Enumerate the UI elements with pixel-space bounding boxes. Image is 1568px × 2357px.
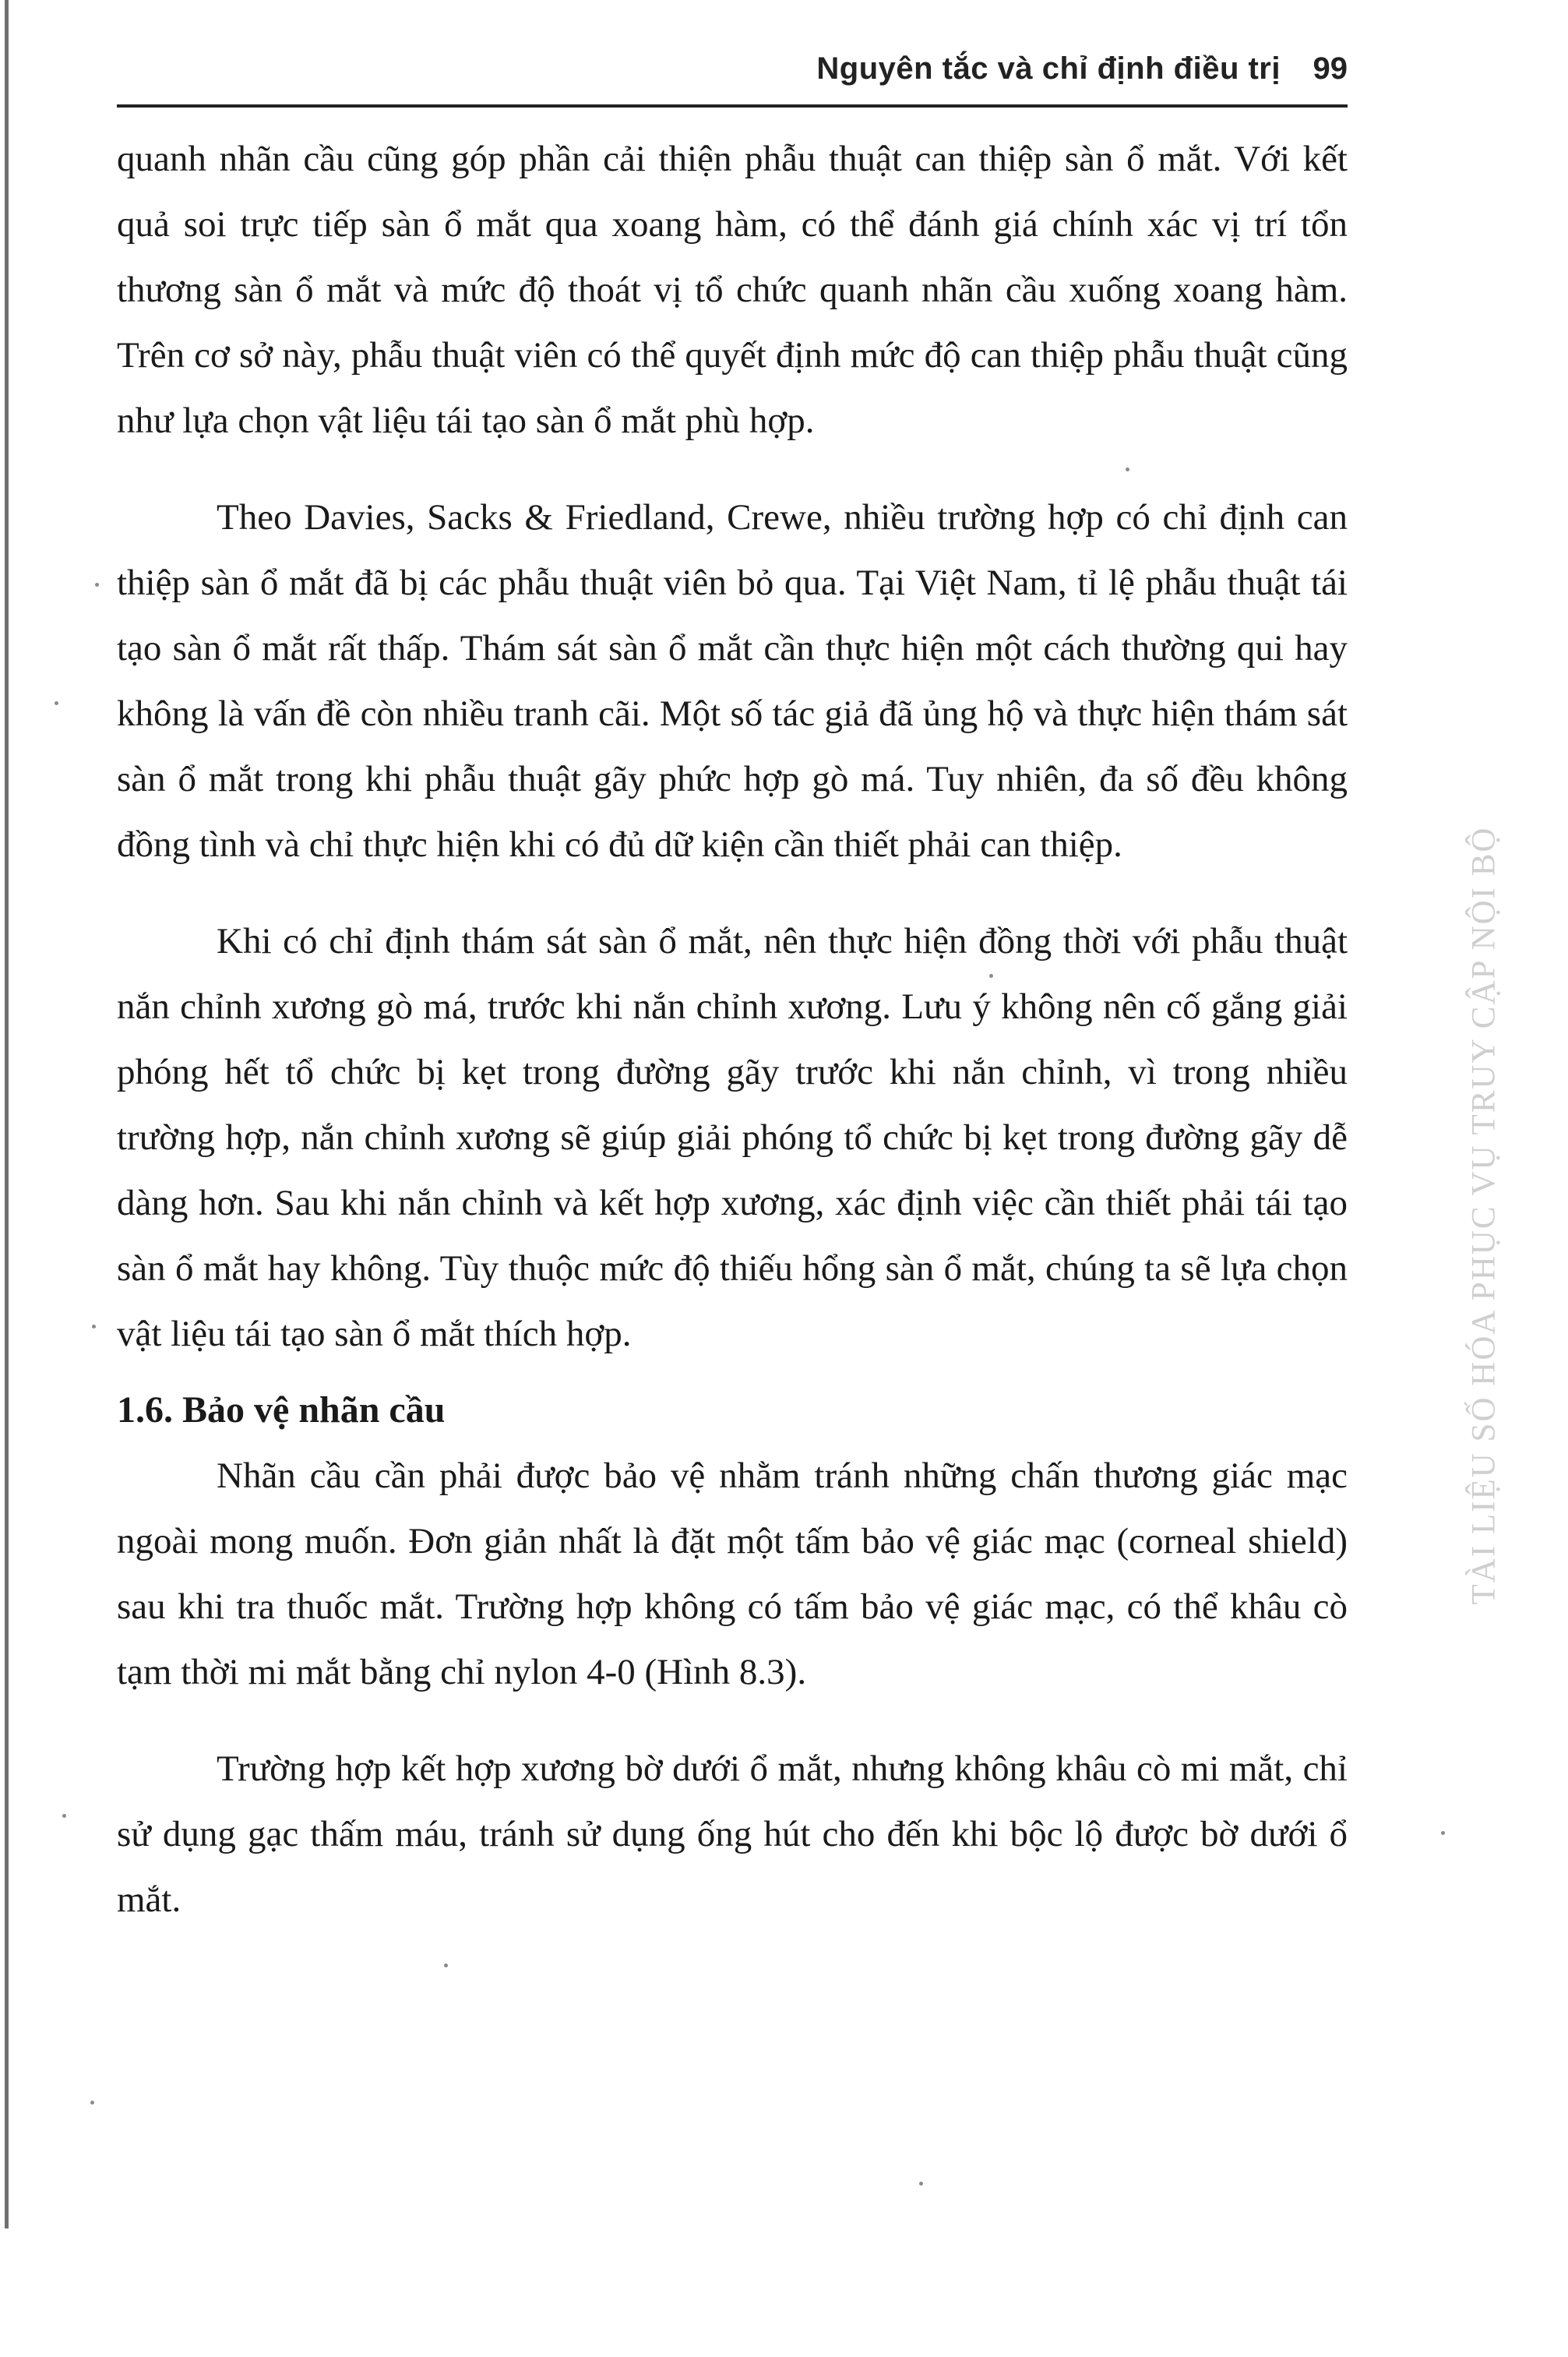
page-binding-edge: [5, 0, 9, 2228]
scan-speck: [989, 974, 993, 978]
scan-speck: [55, 701, 58, 705]
scan-speck: [444, 1964, 448, 1967]
running-header-title: Nguyên tắc và chỉ định điều trị: [816, 51, 1281, 86]
scan-speck: [90, 2101, 94, 2105]
section-heading: 1.6. Bảo vệ nhãn cầu: [117, 1389, 446, 1431]
scan-speck: [62, 1814, 66, 1818]
paragraph-davies: Theo Davies, Sacks & Friedland, Crewe, nhiều trường hợp có chỉ định can thiệp sàn ổ mắt đã bị các phẫu thuật viên bỏ qua. Tại Việt Nam, tỉ lệ phẫu thuật tái tạo sàn ổ mắt rất thấp. Thám sát sàn ổ mắt cần thực hiện một cách thường qui hay không là vấn đề còn nhiều tranh cãi. Một số tác giả đã ủng hộ và thực hiện thám sát sàn ổ mắt trong khi phẫu thuật gãy phức hợp gò má. Tuy nhiên, đa số đều không đồng tình và chỉ thực hiện khi có đủ dữ kiện cần thiết phải can thiệp.: [117, 497, 1348, 865]
body-text: [117, 126, 1348, 1932]
paragraph-eye-protection: Nhãn cầu cần phải được bảo vệ nhằm tránh những chấn thương giác mạc ngoài mong muốn. Đơn giản nhất là đặt một tấm bảo vệ giác mạc (corneal shield) sau khi tra thuốc mắt. Trường hợp không có tấm bảo vệ giác mạc, có thể khâu cò tạm thời mi mắt bằng chỉ nylon 4-0 (Hình 8.3).: [117, 1455, 1348, 1692]
page-number: 99: [1313, 51, 1348, 86]
scan-speck: [1441, 1831, 1445, 1835]
paragraph-infraorbital: Trường hợp kết hợp xương bờ dưới ổ mắt, nhưng không khâu cò mi mắt, chỉ sử dụng gạc thấm máu, tránh sử dụng ống hút cho đến khi bộc lộ được bờ dưới ổ mắt.: [117, 1748, 1348, 1920]
paragraph-indication: Khi có chỉ định thám sát sàn ổ mắt, nên thực hiện đồng thời với phẫu thuật nắn chỉnh xương gò má, trước khi nắn chỉnh xương. Lưu ý không nên cố gắng giải phóng hết tổ chức bị kẹt trong đường gãy trước khi nắn chỉnh, vì trong nhiều trường hợp, nắn chỉnh xương sẽ giúp giải phóng tổ chức bị kẹt trong đường gãy dễ dàng hơn. Sau khi nắn chỉnh và kết hợp xương, xác định việc cần thiết phải tái tạo sàn ổ mắt hay không. Tùy thuộc mức độ thiếu hổng sàn ổ mắt, chúng ta sẽ lựa chọn vật liệu tái tạo sàn ổ mắt thích hợp.: [117, 921, 1348, 1354]
running-header: [117, 48, 1348, 108]
scan-speck: [919, 2182, 923, 2186]
scan-speck: [1126, 468, 1129, 471]
paragraph-continuation: quanh nhãn cầu cũng góp phần cải thiện phẫu thuật can thiệp sàn ổ mắt. Với kết quả soi trực tiếp sàn ổ mắt qua xoang hàm, có thể đánh giá chính xác vị trí tổn thương sàn ổ mắt và mức độ thoát vị tổ chức quanh nhãn cầu xuống xoang hàm. Trên cơ sở này, phẫu thuật viên có thể quyết định mức độ can thiệp phẫu thuật cũng như lựa chọn vật liệu tái tạo sàn ổ mắt phù hợp.: [117, 139, 1348, 441]
scan-speck: [95, 583, 99, 587]
vertical-watermark: TÀI LIỆU SỐ HÓA PHỤC VỤ TRUY CẬP NỘI BỘ: [1465, 826, 1503, 1605]
scan-speck: [92, 1325, 96, 1328]
